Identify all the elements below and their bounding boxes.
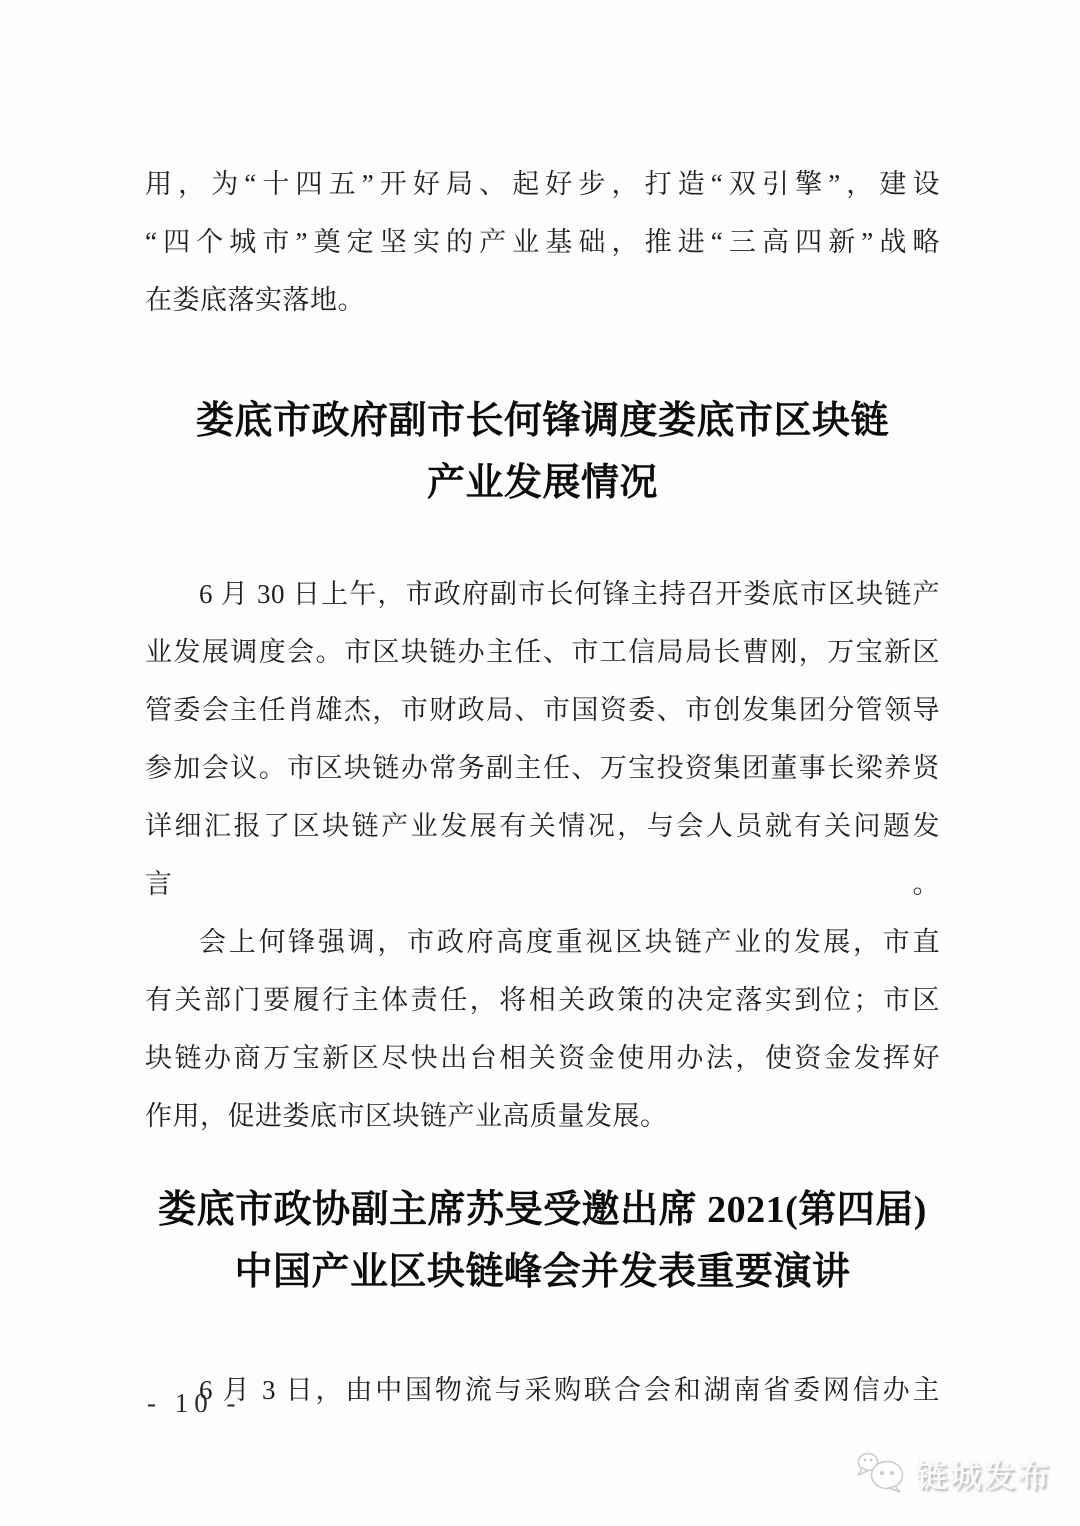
paragraph-continuation: [145, 155, 940, 329]
heading-line: 产业发展情况: [426, 462, 658, 504]
article-heading-1: [145, 390, 940, 514]
text-line: 作用，促进娄底市区块链产业高质量发展。: [145, 1101, 668, 1131]
paragraph-body: [145, 913, 940, 1145]
text-line: 块链办商万宝新区尽快出台相关资金使用办法，使资金发挥好: [145, 1043, 940, 1073]
text-line: 业发展调度会。市区块链办主任、市工信局局长曹刚，万宝新区: [145, 637, 940, 667]
text-line: 6 月 30 日上午，市政府副市长何锋主持召开娄底市区块链产: [199, 579, 940, 609]
document-content: [145, 0, 940, 1419]
text-line: “四个城市”奠定坚实的产业基础，推进“三高四新”战略: [145, 227, 940, 257]
text-line: 详细汇报了区块链产业发展有关情况，与会人员就有关问题发言。: [145, 811, 940, 899]
text-line: 有关部门要履行主体责任，将相关政策的决定落实到位；市区: [145, 985, 940, 1015]
heading-line: 中国产业区块链峰会并发表重要演讲: [234, 1251, 851, 1293]
wechat-icon: [854, 1448, 908, 1498]
watermark-label: 链城发布: [916, 1458, 1052, 1494]
paragraph-body: [145, 1361, 940, 1419]
text-line: 管委会主任肖雄杰，市财政局、市国资委、市创发集团分管领导: [145, 695, 940, 725]
text-line: 6 月 3 日，由中国物流与采购联合会和湖南省委网信办主: [199, 1375, 940, 1405]
heading-line: 娄底市政府副市长何锋调度娄底市区块链: [195, 400, 889, 442]
page-number: - 10 -: [147, 1388, 242, 1418]
text-line: 参加会议。市区块链办常务副主任、万宝投资集团董事长梁养贤: [145, 753, 940, 783]
watermark: [854, 1448, 1052, 1498]
text-line: 用，为“十四五”开好局、起好步，打造“双引擎”，建设: [145, 169, 940, 199]
text-line: 会上何锋强调，市政府高度重视区块链产业的发展，市直: [199, 927, 940, 957]
heading-line: 娄底市政协副主席苏旻受邀出席 2021(第四届): [158, 1189, 927, 1231]
text-line: 在娄底落实落地。: [145, 285, 365, 315]
article-heading-2: [145, 1179, 940, 1303]
paragraph-body: [145, 565, 940, 913]
